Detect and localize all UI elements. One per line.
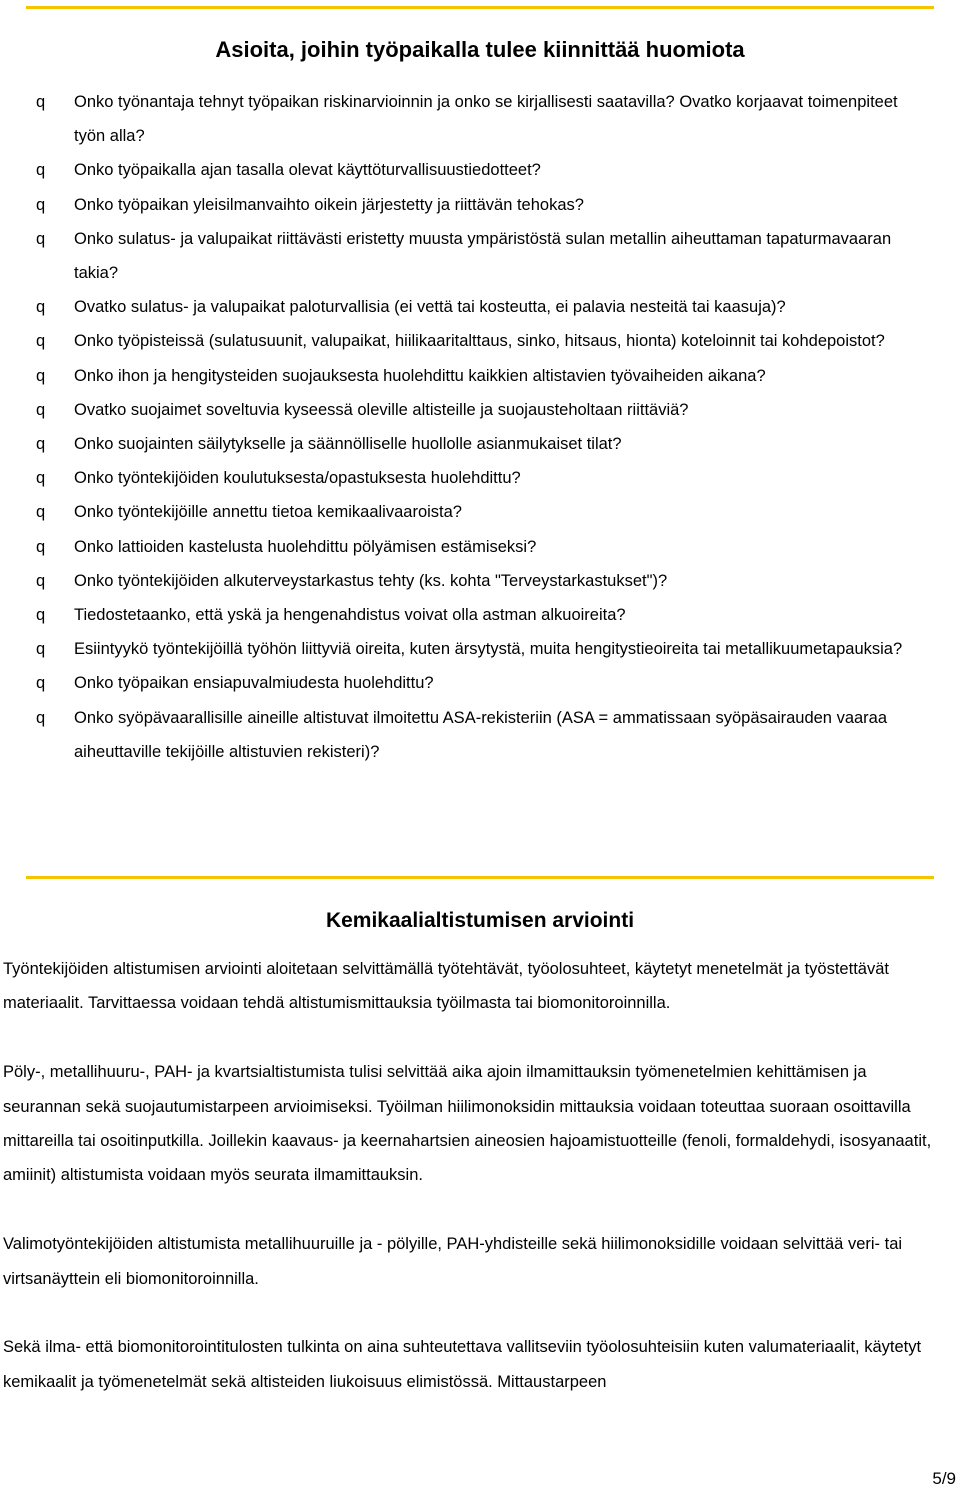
checklist-item bbox=[0, 598, 960, 632]
checkbox-bullet-icon: q bbox=[36, 229, 46, 248]
checklist-item bbox=[0, 188, 960, 222]
checklist-item bbox=[0, 359, 960, 393]
checkbox-bullet-icon: q bbox=[36, 400, 46, 419]
checklist-item-text: Onko työntekijöille annettu tietoa kemikaalivaaroista? bbox=[74, 503, 462, 522]
checklist-item bbox=[0, 530, 960, 564]
checklist-item bbox=[0, 701, 960, 769]
checkbox-bullet-icon: q bbox=[36, 435, 46, 454]
checklist-item-text: Onko työntekijöiden koulutuksesta/opastuksesta huolehdittu? bbox=[74, 469, 521, 488]
checklist-item-text: Onko lattioiden kastelusta huolehdittu pölyämisen estämiseksi? bbox=[74, 537, 537, 556]
checklist-item-text: Tiedostetaanko, että yskä ja hengenahdistus voivat olla astman alkuoireita? bbox=[74, 606, 626, 625]
checkbox-bullet-icon: q bbox=[36, 708, 46, 727]
checklist-item-text: Onko ihon ja hengitysteiden suojauksesta huolehdittu kaikkien altistavien työvaiheiden aikana? bbox=[74, 366, 766, 385]
checkbox-bullet-icon: q bbox=[36, 503, 46, 522]
checklist-item bbox=[0, 85, 960, 153]
section-title-workplace-checklist: Asioita, joihin työpaikalla tulee kiinnittää huomiota bbox=[215, 37, 745, 62]
checklist-item bbox=[0, 290, 960, 324]
checklist-item-text: Ovatko sulatus- ja valupaikat paloturvallisia (ei vettä tai kosteutta, ei palavia nesteitä tai kaasuja)? bbox=[74, 298, 786, 317]
checklist-item-text: Onko työpaikalla ajan tasalla olevat käyttöturvallisuustiedotteet? bbox=[74, 161, 541, 180]
checkbox-bullet-icon: q bbox=[36, 298, 46, 317]
checklist-item bbox=[0, 393, 960, 427]
checkbox-bullet-icon: q bbox=[36, 640, 46, 659]
checklist-item bbox=[0, 427, 960, 461]
checklist-item bbox=[0, 324, 960, 358]
checklist-item bbox=[0, 461, 960, 495]
exposure-assessment-body bbox=[3, 952, 948, 1434]
checklist-item-text: Onko työpaikan yleisilmanvaihto oikein järjestetty ja riittävän tehokas? bbox=[74, 195, 584, 214]
checkbox-bullet-icon: q bbox=[36, 195, 46, 214]
checkbox-bullet-icon: q bbox=[36, 366, 46, 385]
checklist-item-text: Onko työpaikan ensiapuvalmiudesta huolehdittu? bbox=[74, 674, 434, 693]
checklist-item bbox=[0, 222, 960, 290]
checkbox-bullet-icon: q bbox=[36, 161, 46, 180]
checklist-item-text: Onko syöpävaarallisille aineille altistuvat ilmoitettu ASA-rekisteriin (ASA = ammatissaan syöpäsairauden vaaraa aiheuttaville tekijöille altistuvien rekisteri)? bbox=[74, 708, 888, 761]
checklist-item bbox=[0, 632, 960, 666]
paragraph: Pöly-, metallihuuru-, PAH- ja kvartsialtistumista tulisi selvittää aika ajoin ilmamittauksin työmenetelmien kehittämisen ja seurannan sekä suojautumistarpeen arvioimiseksi. Työilman hiilimonoksidin mittauksia voidaan toteuttaa suoraan osoittavilla mittareilla tai osoitinputkilla. Joillekin kaavaus- ja keernahartsien aineosien hajoamistuotteille (fenoli, formaldehydi, isosyanaatit, amiinit) altistumista voidaan myös seurata ilmamittauksin. bbox=[3, 1063, 932, 1185]
checklist-item-text: Onko työnantaja tehnyt työpaikan riskinarvioinnin ja onko se kirjallisesti saatavilla? Ovatko korjaavat toimenpiteet työn alla? bbox=[74, 93, 898, 146]
paragraph: Valimotyöntekijöiden altistumista metallihuuruille ja - pölyille, PAH-yhdisteille sekä hiilimonoksidille voidaan selvittää veri- tai virtsanäyttein eli biomonitoroinnilla. bbox=[3, 1235, 903, 1288]
checklist bbox=[0, 85, 960, 769]
checklist-item bbox=[0, 666, 960, 700]
checklist-item-text: Onko työpisteissä (sulatusuunit, valupaikat, hiilikaaritalttaus, sinko, hitsaus, hionta) koteloinnit tai kohdepoistot? bbox=[74, 332, 885, 351]
paragraph: Työntekijöiden altistumisen arviointi aloitetaan selvittämällä työtehtävät, työolosuhteet, käytetyt menetelmät ja työstettävät materiaalit. Tarvittaessa voidaan tehdä altistumismittauksia työilmasta tai biomonitoroinnilla. bbox=[3, 960, 889, 1013]
checklist-item-text: Onko työntekijöiden alkuterveystarkastus tehty (ks. kohta "Terveystarkastukset")? bbox=[74, 571, 668, 590]
checklist-item bbox=[0, 153, 960, 187]
top-divider bbox=[26, 6, 934, 9]
paragraph: Sekä ilma- että biomonitorointitulosten tulkinta on aina suhteutettava vallitseviin työolosuhteisiin kuten valumateriaalit, käytetyt kemikaalit ja työmenetelmät sekä altisteiden liukoisuus elimistössä. Mittaustarpeen bbox=[3, 1338, 922, 1391]
section-title-exposure-assessment: Kemikaalialtistumisen arviointi bbox=[325, 909, 635, 932]
checklist-item-text: Ovatko suojaimet soveltuvia kyseessä oleville altisteille ja suojausteholtaan riittäviä? bbox=[74, 400, 689, 419]
checklist-item-text: Onko sulatus- ja valupaikat riittävästi eristetty muusta ympäristöstä sulan metallin aiheuttaman tapaturmavaaran takia? bbox=[74, 229, 892, 283]
checkbox-bullet-icon: q bbox=[36, 469, 46, 488]
checkbox-bullet-icon: q bbox=[36, 674, 46, 693]
checkbox-bullet-icon: q bbox=[36, 537, 46, 556]
checklist-item-text: Esiintyykö työntekijöillä työhön liittyviä oireita, kuten ärsytystä, muita hengitystieoireita tai metallikuumetapauksia? bbox=[74, 640, 903, 659]
checkbox-bullet-icon: q bbox=[36, 571, 46, 590]
checklist-item-text: Onko suojainten säilytykselle ja säännölliselle huollolle asianmukaiset tilat? bbox=[74, 435, 622, 454]
checkbox-bullet-icon: q bbox=[36, 93, 46, 111]
page-number: 5/9 bbox=[932, 1469, 956, 1488]
checklist-item bbox=[0, 564, 960, 598]
checkbox-bullet-icon: q bbox=[36, 332, 46, 351]
checkbox-bullet-icon: q bbox=[36, 606, 46, 625]
checklist-item bbox=[0, 495, 960, 529]
section-divider bbox=[26, 876, 934, 879]
